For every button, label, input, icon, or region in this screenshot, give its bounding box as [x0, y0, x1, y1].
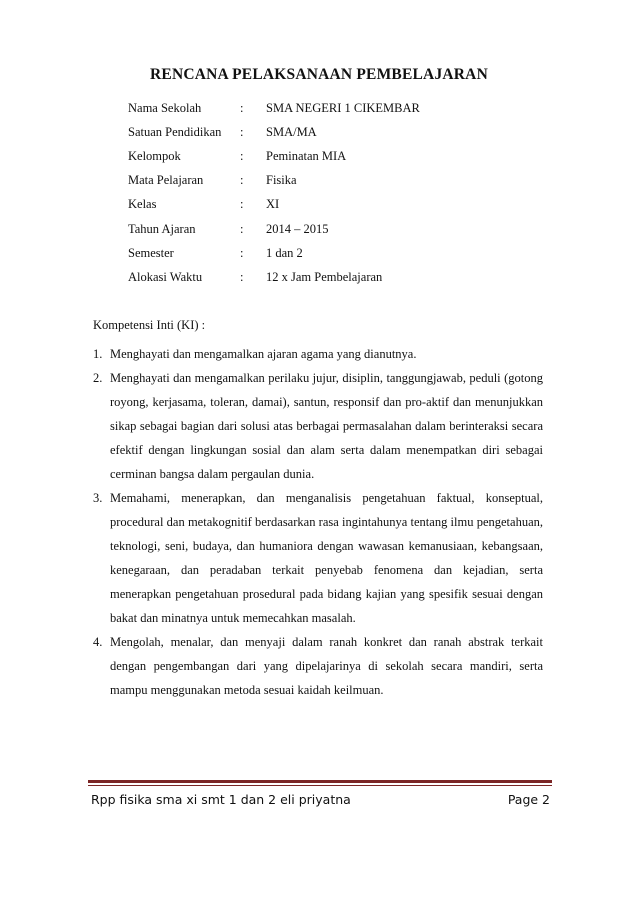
ki-text: Memahami, menerapkan, dan menganalisis pengetahuan faktual, konseptual, procedural dan metakognitif berdasarkan rasa ingintahunya tentang ilmu pengetahuan, teknologi, seni, budaya, dan humaniora dengan wawasan kemanusiaan, kebangsaan, kenegaraan, dan peradaban terkait penyebab fenomena dan kejadian, serta menerapkan pengetahuan prosedural pada bidang kajian yang spesifik sesuai dengan bakat dan minatnya untuk memecahkan masalah. [110, 491, 543, 625]
info-value: Fisika [266, 173, 297, 188]
ki-item-3 [93, 486, 543, 630]
ki-list [93, 342, 543, 702]
info-row-nama-sekolah [128, 96, 420, 120]
ki-number: 2. [93, 371, 103, 385]
ki-text: Menghayati dan mengamalkan ajaran agama yang dianutnya. [110, 347, 417, 361]
footer-page-number: Page 2 [507, 792, 550, 807]
info-label: Nama Sekolah [128, 100, 202, 115]
info-colon: : [240, 197, 244, 212]
info-label: Kelompok [128, 148, 181, 163]
ki-item-4 [93, 630, 543, 702]
info-label: Kelas [128, 197, 157, 212]
info-value: 12 x Jam Pembelajaran [266, 269, 383, 284]
info-label: Alokasi Waktu [128, 269, 203, 284]
info-label: Satuan Pendidikan [128, 124, 222, 139]
ki-text: Mengolah, menalar, dan menyaji dalam ranah konkret dan ranah abstrak terkait dengan pengembangan dari yang dipelajarinya di sekolah secara mandiri, serta mampu menggunakan metoda sesuai kaidah keilmuan. [110, 635, 543, 697]
info-value: SMA/MA [266, 124, 317, 139]
info-label: Tahun Ajaran [128, 221, 196, 236]
info-colon: : [240, 173, 244, 188]
info-value: SMA NEGERI 1 CIKEMBAR [266, 100, 420, 115]
info-row-satuan-pendidikan [128, 120, 420, 144]
info-colon: : [240, 221, 244, 236]
info-colon: : [240, 100, 244, 115]
info-value: 1 dan 2 [266, 245, 303, 260]
ki-number: 4. [93, 635, 103, 649]
info-value: 2014 – 2015 [266, 221, 329, 236]
info-label: Semester [128, 245, 174, 260]
info-colon: : [240, 124, 244, 139]
footer-rule-thick [88, 780, 552, 783]
ki-heading: Kompetensi Inti (KI) : [93, 318, 206, 332]
info-row-tahun-ajaran [128, 217, 420, 241]
info-colon: : [240, 245, 244, 260]
info-colon: : [240, 269, 244, 284]
footer-document-name: Rpp fisika sma xi smt 1 dan 2 eli priyatna [91, 792, 351, 807]
ki-item-2 [93, 366, 543, 486]
info-label: Mata Pelajaran [128, 173, 204, 188]
info-value: XI [266, 197, 280, 212]
ki-number: 1. [93, 347, 103, 361]
info-table [128, 96, 420, 290]
ki-item-1 [93, 342, 543, 366]
footer-rule-thin [88, 785, 552, 786]
document-title: RENCANA PELAKSANAAN PEMBELAJARAN [150, 66, 488, 83]
ki-text: Menghayati dan mengamalkan perilaku jujur, disiplin, tanggungjawab, peduli (gotong royong, kerjasama, toleran, damai), santun, responsif dan pro-aktif dan menunjukkan sikap sebagai bagian dari solusi atas berbagai permasalahan dalam berinteraksi secara efektif dengan lingkungan sosial dan alam serta dalam menempatkan diri sebagai cerminan bangsa dalam pergaulan dunia. [110, 371, 543, 481]
info-value: Peminatan MIA [266, 148, 347, 163]
info-colon: : [240, 148, 244, 163]
info-row-kelas [128, 193, 420, 217]
info-row-kelompok [128, 144, 420, 168]
info-row-mata-pelajaran [128, 169, 420, 193]
ki-number: 3. [93, 491, 103, 505]
info-row-semester [128, 241, 420, 265]
info-row-alokasi-waktu [128, 265, 420, 289]
